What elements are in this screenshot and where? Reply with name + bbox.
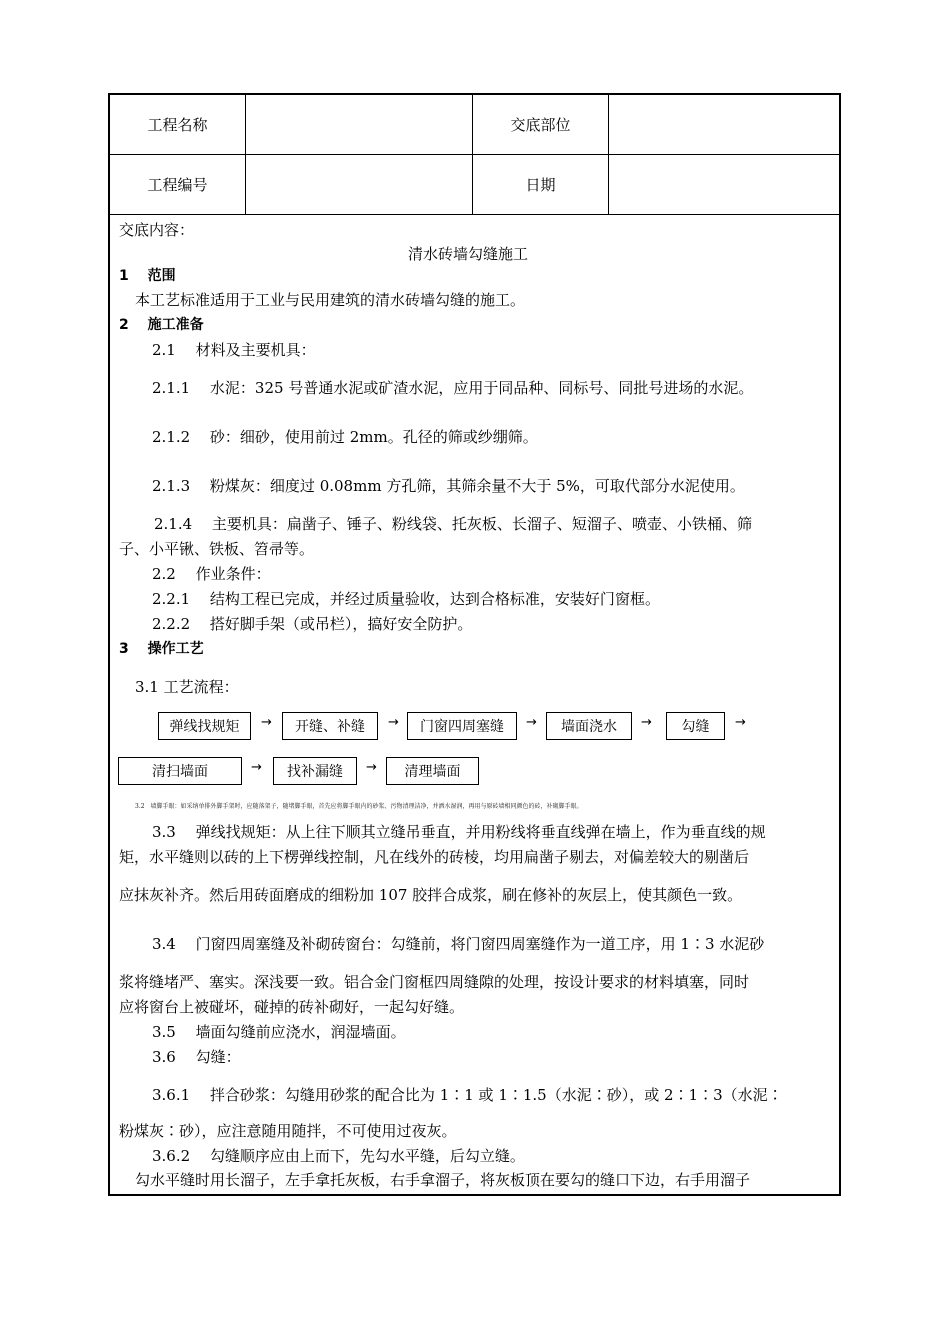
flow-arrow: → [641, 715, 652, 730]
flow-arrow: → [735, 715, 746, 730]
section-3-4-line2: 浆将缝堵严、塞实。深浅要一致。铝合金门窗框四周缝隙的处理，按设计要求的材料填塞，同时 [119, 973, 750, 991]
document-frame [108, 93, 841, 1196]
intro-label: 交底内容： [119, 221, 195, 239]
section-3-heading: 3 操作工艺 [119, 641, 204, 657]
flow-step-wet-wall: 墙面浇水 [546, 712, 632, 740]
section-3-6-1-line2: 粉煤灰∶砂），应注意随用随拌，不可使用过夜灰。 [119, 1122, 457, 1140]
section-2-1-4-line2: 子、小平锹、铁板、笤帚等。 [119, 540, 315, 558]
section-2-2: 2.2 作业条件： [152, 565, 271, 583]
flow-arrow: → [261, 715, 272, 730]
flow-arrow: → [366, 760, 377, 775]
section-3-3-line3: 应抹灰补齐。然后用砖面磨成的细粉加 107 胶拌合成浆，刷在修补的灰层上，使其颜色一致。 [119, 886, 743, 904]
section-2-heading: 2 施工准备 [119, 317, 204, 333]
flow-arrow: → [526, 715, 537, 730]
section-3-1: 3.1 工艺流程： [135, 678, 239, 696]
document-title: 清水砖墙勾缝施工 [408, 245, 529, 263]
project-no-field[interactable] [246, 155, 473, 214]
section-3-5: 3.5 墙面勾缝前应浇水，润湿墙面。 [152, 1023, 406, 1041]
section-2-1: 2.1 材料及主要机具： [152, 341, 316, 359]
flow-step-patch-joints: 找补漏缝 [273, 757, 357, 785]
project-no-label: 工程编号 [110, 155, 246, 214]
flow-step-pointing: 勾缝 [666, 712, 725, 740]
section-2-1-3: 2.1.3 粉煤灰：细度过 0.08mm 方孔筛，其筛余量不大于 5%，可取代部分水泥使用。 [152, 477, 745, 495]
flow-step-seal-frames: 门窗四周塞缝 [407, 712, 517, 740]
flow-step-sweep-wall: 清扫墙面 [118, 757, 242, 785]
section-2-2-1: 2.2.1 结构工程已完成，并经过质量验收，达到合格标准，安装好门窗框。 [152, 590, 660, 608]
section-3-6-1-line1: 3.6.1 拌合砂浆：勾缝用砂浆的配合比为 1∶1 或 1∶1.5（水泥∶砂），或 2∶1∶3（水泥∶ [152, 1086, 783, 1104]
section-3-6-3: 勾水平缝时用长溜子，左手拿托灰板，右手拿溜子，将灰板顶在要勾的缝口下边，右手用溜子 [135, 1171, 751, 1189]
section-2-1-4-line1: 2.1.4 主要机具：扁凿子、锤子、粉线袋、托灰板、长溜子、短溜子、喷壶、小铁桶、筛 [154, 515, 752, 533]
section-1-text: 本工艺标准适用于工业与民用建筑的清水砖墙勾缝的施工。 [135, 291, 526, 309]
section-3-3-line1: 3.3 弹线找规矩：从上往下顺其立缝吊垂直，并用粉线将垂直线弹在墙上，作为垂直线的规 [152, 823, 766, 841]
section-2-1-2: 2.1.2 砂：细砂，使用前过 2mm。孔径的筛或纱绷筛。 [152, 428, 538, 446]
section-1-heading: 1 范围 [119, 268, 176, 284]
project-name-field[interactable] [246, 95, 473, 154]
flow-step-snap-line: 弹线找规矩 [158, 712, 251, 740]
flow-arrow: → [251, 760, 262, 775]
header-row-1 [110, 95, 839, 155]
date-field[interactable] [609, 155, 839, 214]
section-3-6-2: 3.6.2 勾缝顺序应由上而下，先勾水平缝，后勾立缝。 [152, 1147, 525, 1165]
section-3-6: 3.6 勾缝： [152, 1048, 241, 1066]
location-field[interactable] [609, 95, 839, 154]
flow-arrow: → [388, 715, 399, 730]
flow-step-open-joint: 开缝、补缝 [282, 712, 378, 740]
section-2-2-2: 2.2.2 搭好脚手架（或吊栏），搞好安全防护。 [152, 615, 473, 633]
section-3-3-line2: 矩，水平缝则以砖的上下楞弹线控制，凡在线外的砖棱，均用扁凿子剔去，对偏差较大的剔凿后 [119, 848, 750, 866]
section-3-2: 3.2 墙脚手眼：如采纳单排外脚手架时，应随落架子，随堵脚手眼，首先应将脚手眼内的砂浆、污物清理洁净，并洒水湿润，再用与原砖墙相同颜色的砖，补砌脚手眼。 [135, 803, 583, 810]
project-name-label: 工程名称 [110, 95, 246, 154]
flow-step-clean-wall: 清理墙面 [386, 757, 479, 785]
date-label: 日期 [473, 155, 609, 214]
section-2-1-1: 2.1.1 水泥：325 号普通水泥或矿渣水泥，应用于同品种、同标号、同批号进场的水泥。 [152, 379, 754, 397]
header-row-2 [110, 155, 839, 215]
section-3-4-line3: 应将窗台上被碰坏，碰掉的砖补砌好，一起勾好缝。 [119, 998, 465, 1016]
section-3-4-line1: 3.4 门窗四周塞缝及补砌砖窗台：勾缝前，将门窗四周塞缝作为一道工序，用 1∶3 水泥砂 [152, 935, 765, 953]
location-label: 交底部位 [473, 95, 609, 154]
